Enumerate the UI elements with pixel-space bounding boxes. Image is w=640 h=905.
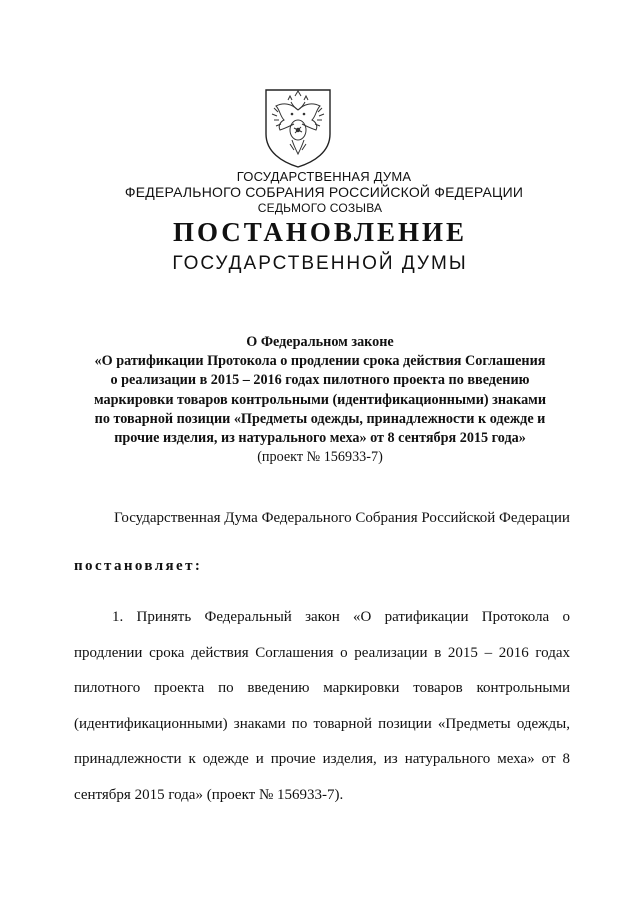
law-title-line: О Федеральном законе: [246, 334, 394, 350]
law-title-line: «О ратификации Протокола о продлении срока действия Соглашения: [94, 353, 546, 370]
paragraph-line: (идентификационными) знаками по товарной позиции «Предметы одежды,: [74, 715, 570, 732]
preamble-text: Государственная Дума Федерального Собрания Российской Федерации: [114, 510, 570, 526]
project-number: (проект № 156933-7): [257, 449, 383, 466]
law-title-line: маркировки товаров контрольными (идентификационными) знаками: [93, 391, 547, 408]
law-title-block: [62, 333, 578, 467]
decree-word: постановляет:: [74, 558, 203, 574]
paragraph-line: сентября 2015 года» (проект № 156933-7).: [74, 786, 344, 803]
header-line-convocation: СЕДЬМОГО СОЗЫВА: [257, 201, 383, 215]
law-title-line: по товарной позиции «Предметы одежды, принадлежности к одежде и: [94, 410, 546, 427]
paragraph-1: [74, 600, 570, 813]
header-line-federal-assembly: ФЕДЕРАЛЬНОГО СОБРАНИЯ РОССИЙСКОЙ ФЕДЕРАЦИИ: [124, 184, 524, 200]
header-line-duma: ГОСУДАРСТВЕННАЯ ДУМА: [236, 169, 412, 184]
law-title-line: прочие изделия, из натурального меха» от 8 сентября 2015 года»: [114, 430, 526, 447]
paragraph-line: принадлежности к одежде и прочие изделия, из натурального меха» от 8: [74, 751, 570, 767]
document-title: ПОСТАНОВЛЕНИЕ: [172, 217, 468, 247]
russian-coat-of-arms-icon: [262, 86, 334, 170]
paragraph-line: 1. Принять Федеральный закон «О ратификации Протокола о: [112, 609, 570, 625]
paragraph-line: пилотного проекта по введению маркировки товаров контрольными: [74, 680, 570, 696]
document-subtitle: ГОСУДАРСТВЕННОЙ ДУМЫ: [172, 253, 468, 274]
law-title-line: о реализации в 2015 – 2016 годах пилотного проекта по введению: [110, 372, 530, 389]
paragraph-line: продлении срока действия Соглашения о реализации в 2015 – 2016 годах: [74, 644, 570, 661]
